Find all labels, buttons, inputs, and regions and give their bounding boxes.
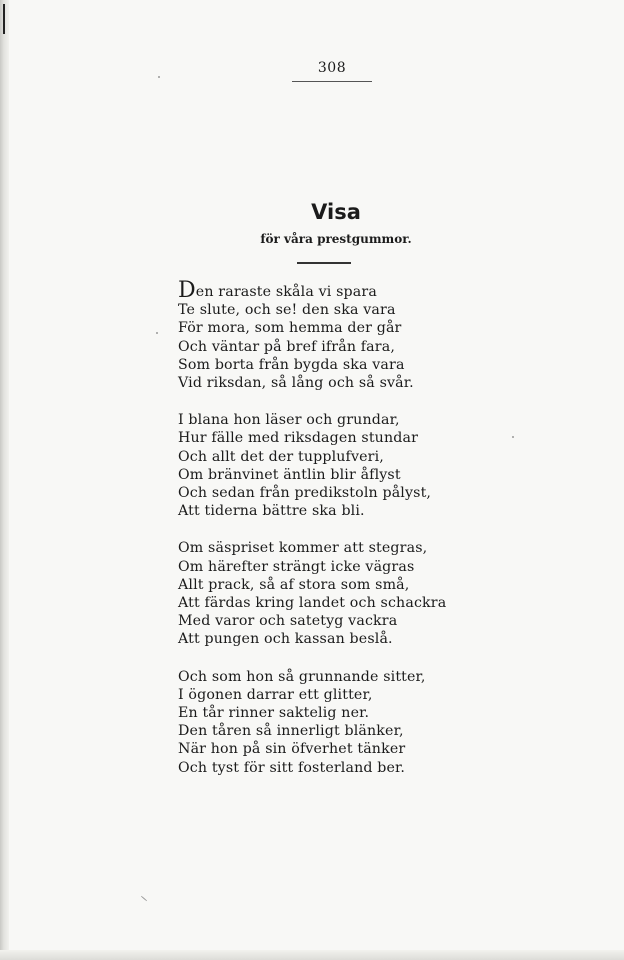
stanza-4 <box>178 668 498 777</box>
paper-speck <box>141 896 148 902</box>
poem-line: Att pungen och kassan beslå. <box>178 631 393 648</box>
poem-body <box>178 278 498 796</box>
poem-line: Och sedan från predikstoln pålyst, <box>178 485 432 502</box>
first-line-rest: en raraste skåla vi spara <box>195 284 377 300</box>
page-number: 308 <box>317 60 347 76</box>
page-number-rule <box>292 81 372 82</box>
poem-title: Visa <box>311 200 361 224</box>
poem-line: Och allt det der tupplufveri, <box>178 448 384 465</box>
poem-line: Om bränvinet äntlin blir åflyst <box>178 466 401 483</box>
poem-line: Och som hon så grunnande sitter, <box>178 668 426 685</box>
paper-speck <box>156 332 158 334</box>
poem-line: Och väntar på bref ifrån fara, <box>178 338 395 355</box>
poem-line: Att tiderna bättre ska bli. <box>178 503 365 520</box>
poem-line-first <box>178 278 498 303</box>
poem-line: En tår rinner saktelig ner. <box>178 705 370 722</box>
drop-capital: D <box>178 278 196 303</box>
title-divider <box>297 262 351 264</box>
page-bottom-edge <box>0 950 624 960</box>
poem-line: Att färdas kring landet och schackra <box>178 595 447 612</box>
poem-line: I blana hon läser och grundar, <box>178 412 400 429</box>
poem-subtitle: för våra prestgummor. <box>260 232 412 246</box>
paper-speck <box>158 76 160 78</box>
poem-line: Allt prack, så af stora som små, <box>178 576 410 593</box>
poem-line: Och tyst för sitt fosterland ber. <box>178 759 406 776</box>
page-binding-edge <box>0 0 9 960</box>
poem-line: När hon på sin öfverhet tänker <box>178 741 406 758</box>
poem-line: Med varor och satetyg vackra <box>178 613 398 630</box>
stanza-2 <box>178 411 498 520</box>
poem-line: För mora, som hemma der går <box>178 320 402 337</box>
poem-line: Hur fälle med riksdagen stundar <box>178 430 419 447</box>
poem-line: Vid riksdan, så lång och så svår. <box>178 375 414 392</box>
stanza-3 <box>178 539 498 648</box>
poem-line: I ögonen darrar ett glitter, <box>178 686 373 703</box>
poem-line: Om härefter strängt icke vägras <box>178 558 415 575</box>
poem-line: Som borta från bygda ska vara <box>178 356 405 373</box>
stanza-1 <box>178 278 498 392</box>
poem-line: Om säspriset kommer att stegras, <box>178 540 428 557</box>
poem-line: Te slute, och se! den ska vara <box>178 302 396 319</box>
binding-mark <box>3 4 5 34</box>
paper-speck <box>512 436 514 438</box>
poem-line: Den tåren så innerligt blänker, <box>178 723 404 740</box>
